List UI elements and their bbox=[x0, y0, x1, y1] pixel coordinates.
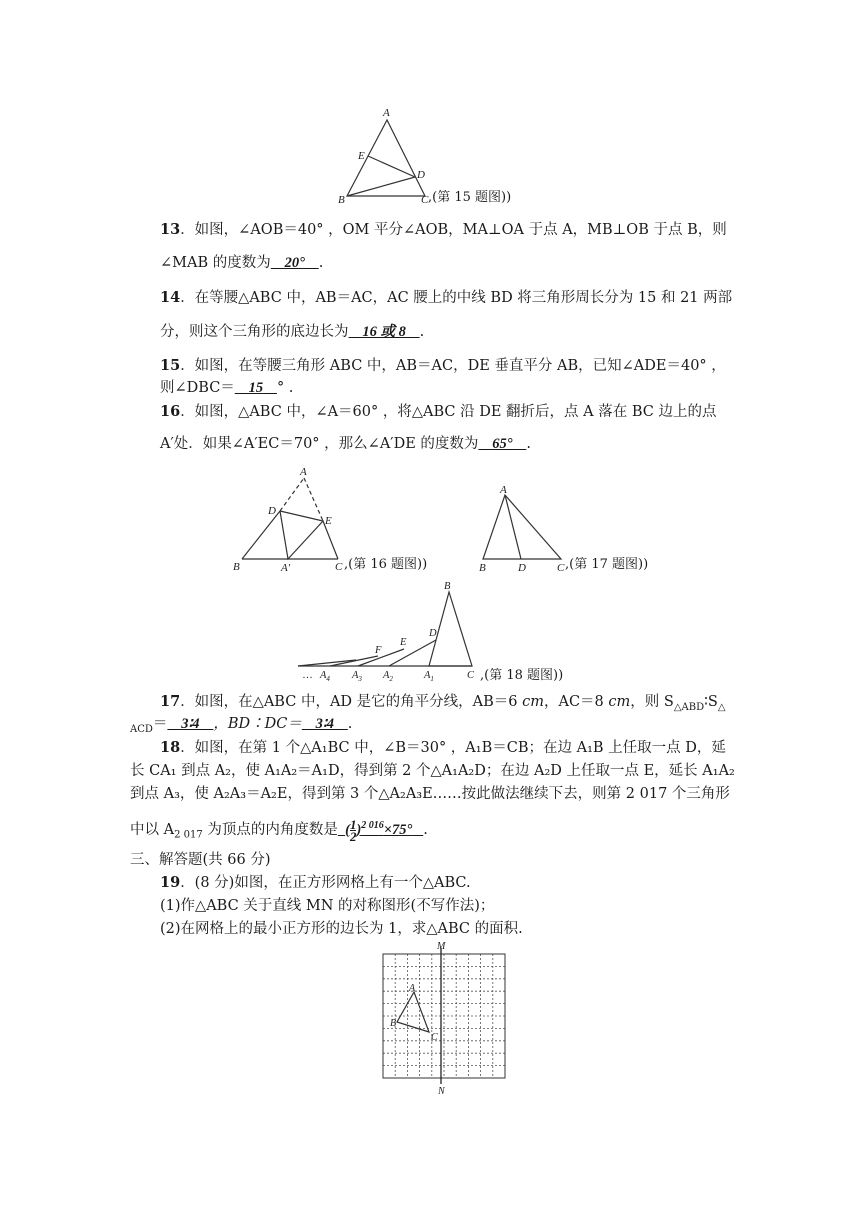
label-B: B bbox=[233, 561, 240, 573]
figure-15-triangle bbox=[335, 105, 435, 205]
label-D: D bbox=[518, 562, 526, 574]
figure-18-caption: ,(第 18 题图)) bbox=[480, 668, 564, 683]
figure-17-triangle bbox=[473, 481, 573, 575]
section-3-title: 三、解答题(共 66 分) bbox=[130, 852, 271, 868]
answer-14: 16 或 8 bbox=[362, 324, 406, 340]
answer-15: 15 bbox=[248, 380, 264, 396]
question-15-line-2: 则∠DBC＝ 15 ° . bbox=[160, 380, 294, 396]
label-A2: $A_2$ bbox=[383, 670, 393, 683]
label-C: C bbox=[431, 1032, 438, 1043]
answer-18: ( $\frac{1}{2}$ )$^{2 016}$×75° bbox=[345, 817, 413, 844]
label-E: E bbox=[358, 150, 365, 162]
label-B: B bbox=[390, 1018, 397, 1029]
label-dots: … bbox=[303, 670, 313, 681]
label-A1: $A_1$ bbox=[424, 670, 434, 683]
question-13-line-2: ∠MAB 的度数为 20° . bbox=[160, 255, 324, 271]
label-E: E bbox=[325, 515, 332, 527]
label-D: D bbox=[417, 169, 425, 181]
figure-16-caption: ,(第 16 题图)) bbox=[344, 557, 428, 572]
label-N: N bbox=[438, 1086, 445, 1096]
label-A4: $A_4$ bbox=[320, 670, 330, 683]
answer-13: 20° bbox=[284, 255, 305, 271]
label-E: E bbox=[400, 637, 407, 648]
label-C: C bbox=[335, 561, 343, 573]
question-18-line-4: 中以 $A_{2 017}$ 为顶点的内角度数是 ( $\frac{1}{2}$ )$^{2 016}$×75° . bbox=[130, 817, 428, 844]
label-A: A bbox=[500, 484, 507, 496]
question-19-part-2: (2)在网格上的最小正方形的边长为 1，求△ABC 的面积. bbox=[160, 921, 523, 937]
answer-17-segment-ratio: 3∶4 bbox=[315, 716, 334, 732]
label-B: B bbox=[444, 581, 451, 592]
label-C: C bbox=[421, 194, 429, 205]
figure-18-triangles bbox=[292, 578, 484, 686]
label-C: C bbox=[557, 562, 565, 574]
question-14-line-1: 14．在等腰△ABC 中，AB＝AC，AC 腰上的中线 BD 将三角形周长分为 15 和 21 两部 bbox=[160, 289, 733, 306]
figure-15-caption: ,(第 15 题图)) bbox=[428, 190, 512, 205]
question-19-part-1: (1)作△ABC 关于直线 MN 的对称图形(不写作法)； bbox=[160, 898, 495, 914]
label-C: C bbox=[467, 670, 475, 681]
label-D: D bbox=[268, 505, 276, 517]
question-13-line-1: 13．如图，∠AOB＝40° ，OM 平分∠AOB，MA⊥OA 于点 A，MB⊥OB 于点 B，则 bbox=[160, 221, 727, 238]
question-19-line-1: 19．(8 分)如图，在正方形网格上有一个△ABC. bbox=[160, 874, 471, 891]
label-A: A bbox=[300, 466, 307, 478]
answer-16: 65° bbox=[492, 436, 513, 452]
question-18-line-3: 到点 A₃，使 A₂A₃＝A₂E，得到第 3 个△A₂A₃E……按此做法继续下去，则第 2 017 个三角形 bbox=[130, 786, 730, 802]
label-F: F bbox=[375, 645, 382, 656]
question-15-line-1: 15．如图，在等腰三角形 ABC 中，AB＝AC，DE 垂直平分 AB，已知∠ADE＝40° ， bbox=[160, 357, 726, 374]
question-14-line-2: 分，则这个三角形的底边长为 16 或 8 . bbox=[160, 324, 425, 340]
question-17-line-2: $_{ACD}$＝ 3∶4 ，BD∶DC＝ 3∶4 . bbox=[130, 716, 353, 735]
label-A: A bbox=[383, 107, 390, 119]
label-B: B bbox=[338, 194, 345, 205]
question-16-line-1: 16．如图，△ABC 中，∠A＝60° ，将△ABC 沿 DE 翻折后，点 A 落在 BC 边上的点 bbox=[160, 403, 717, 420]
label-A3: $A_3$ bbox=[352, 670, 362, 683]
label-B: B bbox=[479, 562, 486, 574]
question-18-line-1: 18．如图，在第 1 个△A₁BC 中，∠B＝30° ，A₁B＝CB；在边 A₁B 上任取一点 D，延 bbox=[160, 739, 726, 756]
figure-17-caption: ,(第 17 题图)) bbox=[565, 557, 649, 572]
question-16-line-2: A′处．如果∠A′EC＝70° ，那么∠A′DE 的度数为 65° . bbox=[160, 436, 531, 452]
figure-16-triangle bbox=[228, 463, 353, 575]
label-A: A bbox=[409, 983, 416, 994]
label-A-prime: A′ bbox=[281, 562, 291, 574]
question-number: 13 bbox=[160, 221, 181, 238]
figure-19-grid bbox=[378, 940, 514, 1096]
label-D: D bbox=[429, 628, 437, 639]
question-17-line-1: 17．如图，在△ABC 中，AD 是它的角平分线，AB＝6 cm，AC＝8 cm，则 $S_{\triangle ABD}∶S_\triangle$ bbox=[160, 693, 726, 713]
answer-17-area-ratio: 3∶4 bbox=[181, 716, 200, 732]
label-M: M bbox=[437, 941, 446, 952]
question-18-line-2: 长 CA₁ 到点 A₂，使 A₁A₂＝A₁D，得到第 2 个△A₁A₂D；在边 A₂D 上任取一点 E，延长 A₁A₂ bbox=[130, 763, 735, 779]
